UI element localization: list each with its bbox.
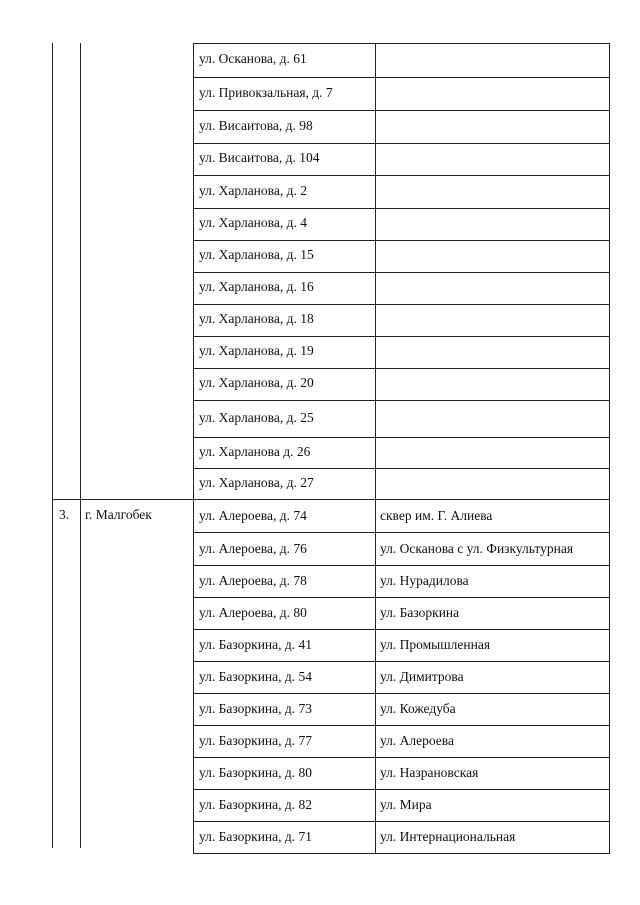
column-rule: [193, 43, 194, 854]
column-rule: [52, 43, 53, 848]
row-rule: [193, 368, 610, 369]
place-cell: ул. Назрановская: [380, 765, 479, 780]
row-rule: [193, 661, 610, 662]
row-rule: [193, 240, 610, 241]
place-cell: ул. Алероева: [380, 733, 454, 748]
place-cell: ул. Димитрова: [380, 669, 464, 684]
row-rule: [193, 629, 610, 630]
row-number: 3.: [59, 507, 70, 522]
place-cell: ул. Мира: [380, 797, 432, 812]
address-cell: ул. Алероева, д. 74: [199, 508, 307, 523]
row-rule: [193, 336, 610, 337]
place-cell: ул. Осканова с ул. Физкультурная: [380, 541, 574, 556]
address-cell: ул. Базоркина, д. 77: [199, 733, 313, 748]
address-cell: ул. Харланова, д. 27: [199, 475, 314, 490]
row-rule: [193, 597, 610, 598]
place-cell: ул. Интернациональная: [380, 829, 516, 844]
row-rule: [193, 565, 610, 566]
address-cell: ул. Висаитова, д. 98: [199, 118, 313, 133]
locality-cell: г. Малгобек: [85, 507, 152, 522]
address-cell: ул. Харланова, д. 25: [199, 410, 314, 425]
address-cell: ул. Харланова д. 26: [199, 444, 311, 459]
address-cell: ул. Харланова, д. 20: [199, 375, 314, 390]
address-cell: ул. Харланова, д. 4: [199, 215, 307, 230]
row-rule: [193, 532, 610, 533]
place-cell: ул. Базоркина: [380, 605, 460, 620]
row-rule: [193, 437, 610, 438]
row-rule: [193, 175, 610, 176]
row-rule: [193, 143, 610, 144]
address-cell: ул. Алероева, д. 76: [199, 541, 307, 556]
section-rule: [52, 499, 610, 500]
place-cell: ул. Нурадилова: [380, 573, 469, 588]
row-rule: [193, 468, 610, 469]
address-cell: ул. Базоркина, д. 73: [199, 701, 313, 716]
column-rule: [80, 43, 81, 848]
row-rule: [193, 110, 610, 111]
address-cell: ул. Привокзальная, д. 7: [199, 85, 333, 100]
address-cell: ул. Харланова, д. 16: [199, 279, 314, 294]
row-rule: [193, 272, 610, 273]
place-cell: ул. Кожедуба: [380, 701, 456, 716]
address-cell: ул. Харланова, д. 15: [199, 247, 314, 262]
address-cell: ул. Харланова, д. 19: [199, 343, 314, 358]
place-cell: сквер им. Г. Алиева: [380, 508, 493, 523]
address-cell: ул. Осканова, д. 61: [199, 51, 307, 66]
column-rule: [609, 43, 610, 854]
row-rule: [193, 400, 610, 401]
address-cell: ул. Алероева, д. 80: [199, 605, 307, 620]
address-cell: ул. Висаитова, д. 104: [199, 150, 320, 165]
column-rule: [375, 43, 376, 854]
row-rule: [193, 77, 610, 78]
address-cell: ул. Алероева, д. 78: [199, 573, 307, 588]
row-rule: [193, 208, 610, 209]
row-rule: [193, 757, 610, 758]
address-cell: ул. Базоркина, д. 82: [199, 797, 313, 812]
row-rule: [193, 304, 610, 305]
address-cell: ул. Базоркина, д. 71: [199, 829, 313, 844]
row-rule: [193, 43, 610, 44]
row-rule: [193, 853, 610, 854]
place-cell: ул. Промышленная: [380, 637, 491, 652]
row-rule: [193, 821, 610, 822]
address-cell: ул. Харланова, д. 18: [199, 311, 314, 326]
row-rule: [193, 789, 610, 790]
address-cell: ул. Харланова, д. 2: [199, 183, 307, 198]
row-rule: [193, 725, 610, 726]
address-cell: ул. Базоркина, д. 54: [199, 669, 313, 684]
address-cell: ул. Базоркина, д. 80: [199, 765, 313, 780]
row-rule: [193, 693, 610, 694]
address-cell: ул. Базоркина, д. 41: [199, 637, 313, 652]
